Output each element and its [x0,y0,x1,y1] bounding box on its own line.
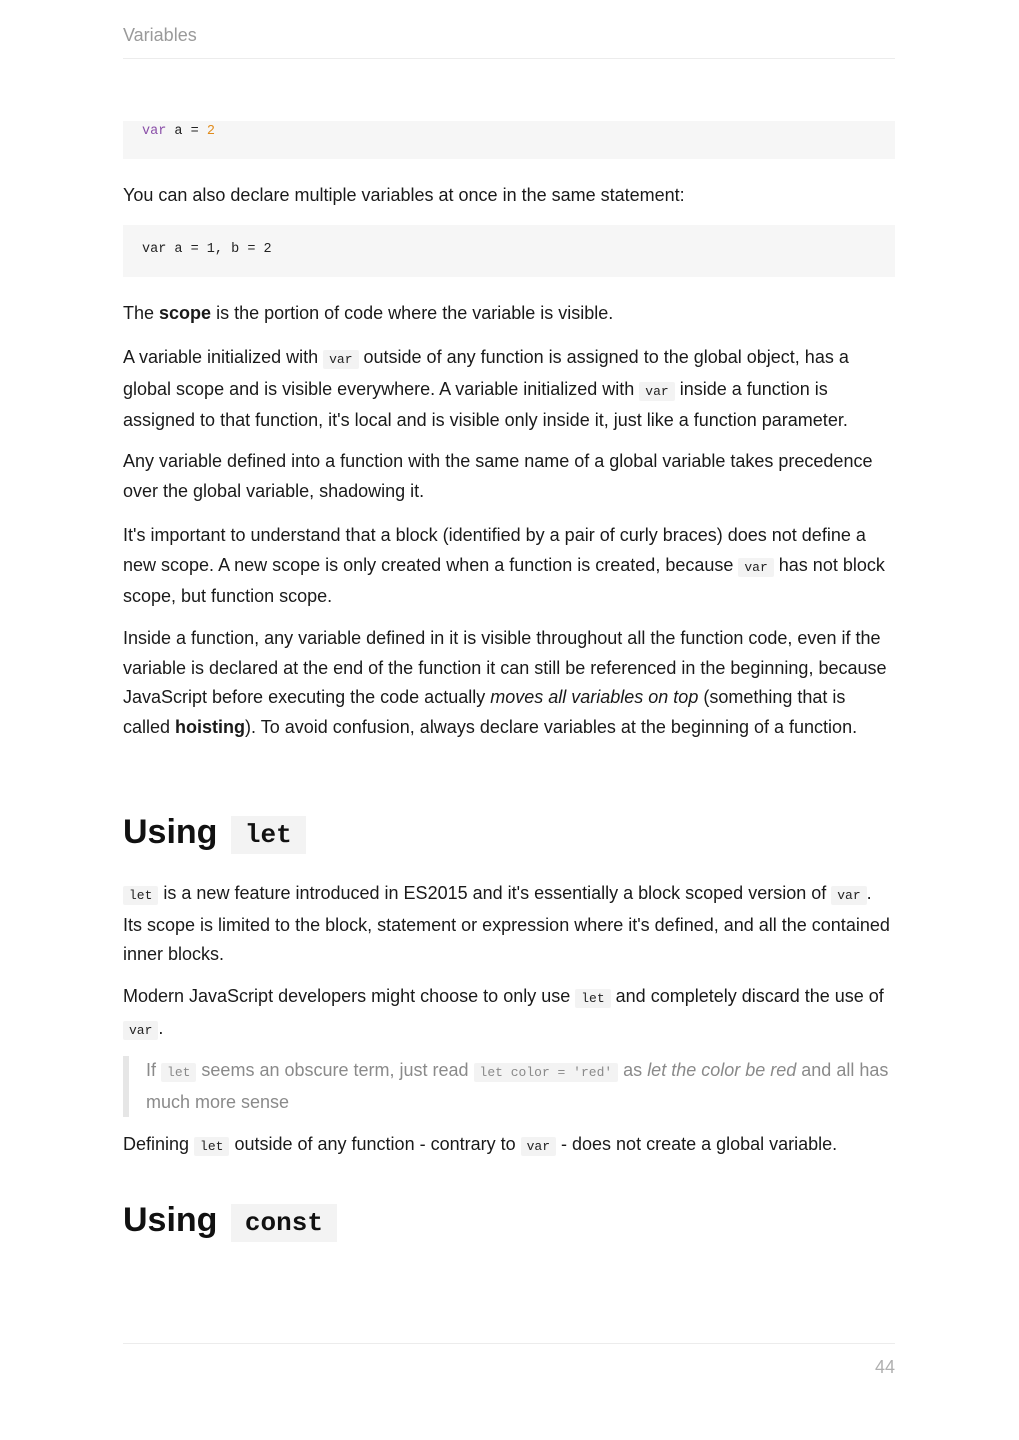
emphasis-let-color: let the color be red [647,1060,797,1080]
text: A variable initialized with [123,347,324,367]
text: Defining [123,1134,195,1154]
inline-code-var: var [639,382,674,401]
running-header: Variables [123,25,197,45]
paragraph-hoisting [123,624,895,742]
inline-code-var: var [831,886,866,905]
paragraph-let-global [123,1130,895,1162]
header-rule [123,58,895,59]
text: outside of any function is assigned to the global object, has a global scope and is visible everywhere. A variable initialized with [123,347,849,399]
code-text: a = [166,124,207,139]
inline-code-let: let [575,989,610,1008]
heading-code-const: const [231,1204,337,1242]
inline-code-let: let [161,1063,196,1082]
text: Modern JavaScript developers might choose to only use [123,986,576,1006]
text: and all has much more sense [146,1060,889,1112]
inline-code-var: var [738,558,773,577]
code-number: 2 [206,124,215,139]
footer-rule [123,1343,895,1344]
paragraph-scope [123,299,895,329]
text: - does not create a global variable. [556,1134,838,1154]
inline-code-let: let [123,886,158,905]
paragraph-block-scope [123,521,895,612]
text: The [123,303,160,323]
code-block-var-a [123,121,895,159]
text: inside a function is assigned to that function, it's local and is visible only inside it, just like a function parameter. [123,378,848,430]
text: (something that is called [123,687,846,737]
paragraph-var-global [123,343,895,436]
inline-code-var: var [123,1021,158,1040]
inline-code-var: var [323,350,358,369]
text: ). To avoid confusion, always declare variables at the beginning of a function. [245,716,858,737]
text: It's important to understand that a block (identified by a pair of curly braces) does not define a new scope. A new scope is only created when a function is created, because [123,525,866,575]
blockquote-let-color [123,1056,895,1117]
text: is the portion of code where the variable is visible. [211,303,614,323]
heading-text: Using [123,813,218,851]
text: . Its scope is limited to the block, statement or expression where it's defined, and all the contained inner blocks. [123,883,890,964]
strong-hoisting: hoisting [175,716,246,737]
text: If [146,1060,162,1080]
text: as [618,1060,648,1080]
text: . [158,1017,164,1038]
code-keyword: var [142,124,167,139]
heading-code-let: let [231,816,306,854]
text: and completely discard the use of [610,986,884,1006]
heading-using-let [123,812,306,855]
paragraph-modern-js [123,982,895,1045]
page [123,0,895,1440]
text: Inside a function, any variable defined in it is visible throughout all the function code, even if the variable is declared at the end of the function it can still be referenced in the beginning, because JavaScript before executing the code actually [123,628,887,707]
text: is a new feature introduced in ES2015 and it's essentially a block scoped version of [158,883,832,903]
paragraph-let-intro [123,879,895,970]
paragraph-shadowing: Any variable defined into a function with the same name of a global variable takes precedence over the global variable, shadowing it. [123,451,873,501]
heading-using-const [123,1200,337,1243]
emphasis-moves-variables: moves all variables on top [490,687,699,707]
text: has not block scope, but function scope. [123,554,885,606]
code-block-multiple: var a = 1, b = 2 [123,225,895,277]
heading-text: Using [123,1201,218,1239]
inline-code-var: var [521,1137,556,1156]
inline-code-let: let [194,1137,229,1156]
inline-code-let-color: let color = 'red' [474,1063,619,1082]
text: seems an obscure term, just read [196,1060,474,1080]
strong-scope: scope [159,303,212,323]
page-number: 44 [874,1357,895,1377]
text: outside of any function - contrary to [229,1134,521,1154]
paragraph-multiple-declare: You can also declare multiple variables at once in the same statement: [123,185,685,205]
